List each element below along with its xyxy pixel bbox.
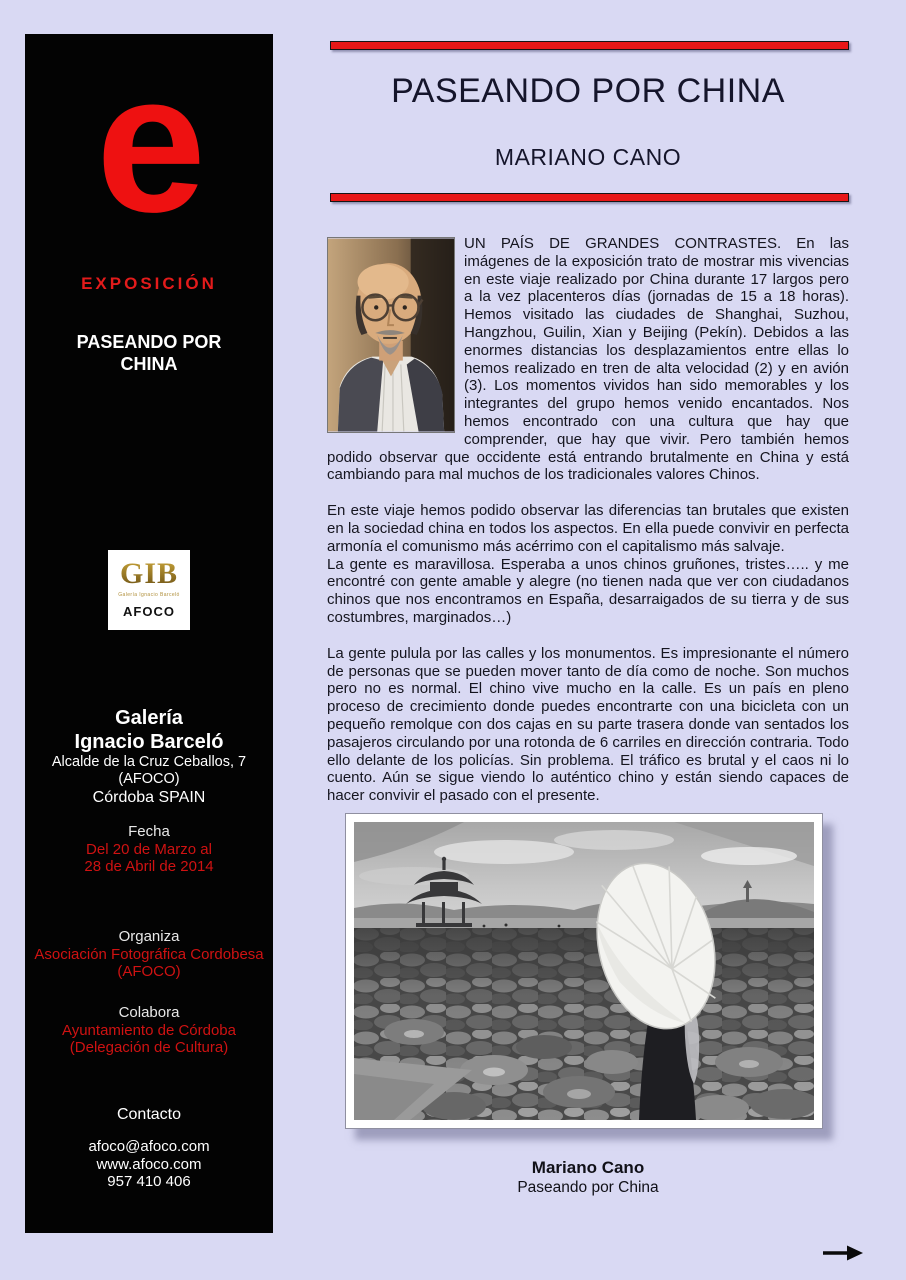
article-paragraph-1: UN PAÍS DE GRANDES CONTRASTES. En las imágenes de la exposición trato de mostrar mis vivencias en este viaje realizado por China durante 17 largos pero a la vez placenteros días (jornadas de 15 a 18 horas). Hemos visitado las ciudades de Shanghai, Suzhou, Hangzhou, Guilin, Xian y Beijing (Pekín). Debidos a las enormes distancias los desplazamientos entre ellas lo hemos realizado en tren de alta velocidad (2) y en avión (3). Los momentos vividos han sido memorables y los integrantes del grupo hemos venido encantados. Nos hemos encontrado con una cultura que hay que comprender, que hay que vivir. Pero también hemos podido observar que occidente está entrando brutalmente en China y está cambiando para mal muchos de los tradicionales valores Chinos. (327, 235, 849, 484)
header-rule-top (330, 41, 849, 50)
exhibition-title-line2: CHINA (120, 354, 178, 374)
gib-logo-text: GIB (108, 559, 190, 589)
colabora-line2: (Delegación de Cultura) (69, 1039, 229, 1056)
gallery-name-line2: Ignacio Barceló (74, 731, 224, 753)
organiza-line1: Asociación Fotográfica Cordobesa (34, 945, 264, 963)
organiza-line2: (AFOCO) (117, 963, 181, 980)
fecha-line2: 28 de Abril de 2014 (84, 858, 214, 875)
article-paragraph-2a: En este viaje hemos podido observar las diferencias tan brutales que existen en la sociedad china en todos los aspectos. En ella puede convivir en perfecta armonía el comunismo más acérrimo con el capitalismo más salvaje. (327, 502, 849, 555)
article-text (327, 235, 849, 805)
contacto-label: Contacto (116, 1106, 182, 1123)
page-author: MARIANO CANO (494, 144, 682, 170)
e-logo-icon: e (95, 32, 203, 253)
organiza-label: Organiza (118, 928, 180, 945)
next-page-arrow-icon[interactable] (822, 1244, 864, 1262)
gib-gallery-logo (108, 550, 190, 630)
photo-caption (327, 1158, 849, 1197)
umbrella-lotus-lake-illustration (354, 822, 814, 1120)
gallery-address: Alcalde de la Cruz Ceballos, 7 (51, 754, 247, 770)
contact-phone: 957 410 406 (107, 1173, 191, 1190)
sidebar-exhibition-title (25, 331, 273, 375)
contact-website[interactable]: www.afoco.com (96, 1155, 202, 1173)
gallery-info (25, 706, 273, 807)
gib-logo-subtext: Galería Ignacio Barceló (118, 592, 180, 598)
fecha-label: Fecha (128, 823, 170, 840)
sidebar (25, 34, 273, 1233)
contact-email[interactable]: afoco@afoco.com (88, 1138, 210, 1155)
exhibition-photo (345, 813, 823, 1129)
page-title: PASEANDO POR CHINA (391, 72, 785, 110)
gallery-afoco: (AFOCO) (118, 771, 180, 787)
gib-afoco-text: AFOCO (123, 604, 175, 619)
colabora-label: Colabora (118, 1004, 180, 1021)
organiza-section (25, 928, 273, 981)
colabora-section (25, 1004, 273, 1057)
article-paragraph-2b: La gente es maravillosa. Esperaba a unos chinos gruñones, tristes….. y me encontré con gente amable y alegre (no tienen nada que ver con ciudadanos chinos que nos encontramos en España, desarraigados de su tierra y de sus costumbres, marginados…) (327, 555, 849, 626)
author-portrait-photo (327, 237, 455, 433)
exhibition-title-line1: PASEANDO POR (76, 332, 222, 352)
author-portrait-illustration (328, 238, 454, 432)
gallery-city: Córdoba SPAIN (92, 789, 206, 806)
header-rule-bottom (330, 193, 849, 202)
caption-author: Mariano Cano (531, 1158, 645, 1177)
contacto-section (25, 1105, 273, 1191)
colabora-line1: Ayuntamiento de Córdoba (61, 1021, 236, 1039)
fecha-section (25, 823, 273, 876)
caption-title: Paseando por China (517, 1179, 659, 1196)
fecha-line1: Del 20 de Marzo al (86, 840, 212, 858)
article-paragraph-3: La gente pulula por las calles y los monumentos. Es impresionante el número de personas que se pueden mover tanto de día como de noche. Son muchos pero no es normal. El chino vive mucho en la calle. Es un país en pleno proceso de crecimiento donde puedes encontrarte con una bicicleta con un pequeño remolque con dos cajas en su parte trasera donde van sentados los pasajeros circulando por una rotonda de 6 carriles en dirección contraria. Todo ello delante de los policías. Sin problema. El tráfico es brutal y el caos ni lo cuento. Aún se sigue viendo lo auténtico chino y están siendo capaces de hacer convivir el pasado con el presente. (327, 644, 849, 805)
gallery-name-line1: Galería (115, 707, 183, 729)
exposicion-label: EXPOSICIÓN (81, 274, 217, 293)
